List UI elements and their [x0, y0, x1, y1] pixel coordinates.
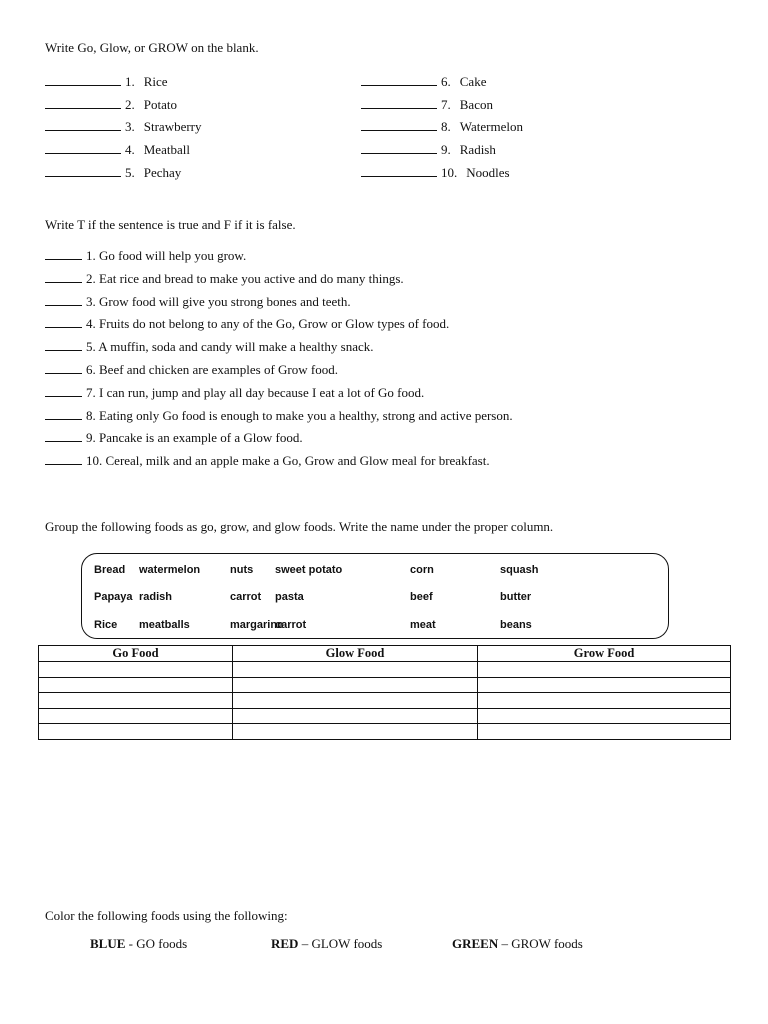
answer-blank[interactable] — [45, 270, 82, 283]
header-glow-food: Glow Food — [232, 646, 477, 662]
food-word: sweet potato — [275, 564, 343, 576]
section4-instruction: Color the following foods using the following: — [45, 908, 288, 923]
true-false-item — [45, 407, 513, 430]
section1-instruction: Write Go, Glow, or GROW on the blank. — [45, 40, 259, 55]
item-number: 4. — [125, 142, 135, 158]
answer-blank[interactable] — [45, 407, 82, 420]
item-food: Meatball — [143, 142, 190, 158]
answer-cell[interactable] — [478, 693, 731, 709]
answer-blank[interactable] — [361, 164, 437, 177]
answer-cell[interactable] — [478, 677, 731, 693]
answer-cell[interactable] — [232, 724, 477, 740]
answer-blank[interactable] — [45, 452, 82, 465]
blank-list-right — [361, 73, 523, 186]
item-food: Pechay — [143, 164, 182, 180]
legend-go — [90, 936, 187, 952]
item-food: Potato — [143, 96, 177, 112]
legend-glow-sep: – — [298, 936, 312, 951]
statement-text: 8. Eating only Go food is enough to make you a healthy, strong and active person. — [86, 407, 513, 423]
food-word: butter — [500, 591, 532, 603]
item-number: 1. — [125, 74, 135, 89]
food-word: radish — [139, 591, 173, 603]
legend-glow-label: GLOW foods — [311, 936, 383, 951]
true-false-item — [45, 247, 513, 270]
answer-cell[interactable] — [39, 708, 233, 724]
blank-item — [45, 73, 202, 96]
true-false-item — [45, 384, 513, 407]
answer-blank[interactable] — [45, 118, 121, 131]
blank-item — [361, 141, 523, 164]
item-number: 9. — [441, 142, 451, 158]
legend-grow-label: GROW foods — [511, 936, 583, 951]
answer-blank[interactable] — [45, 338, 82, 351]
table-header-row — [39, 646, 731, 662]
food-sort-table — [38, 645, 731, 740]
true-false-item — [45, 270, 513, 293]
answer-cell[interactable] — [478, 708, 731, 724]
section2-instruction: Write T if the sentence is true and F if it is false. — [45, 217, 296, 232]
food-word: pasta — [275, 591, 304, 603]
answer-blank[interactable] — [45, 384, 82, 397]
food-word: carrot — [230, 591, 262, 603]
food-word: meat — [410, 619, 436, 631]
true-false-list — [45, 247, 513, 475]
answer-blank[interactable] — [45, 164, 121, 177]
answer-cell[interactable] — [232, 693, 477, 709]
food-word: nuts — [230, 564, 254, 576]
true-false-item — [45, 429, 513, 452]
item-food: Bacon — [459, 96, 493, 112]
item-number: 7. — [441, 96, 451, 112]
answer-blank[interactable] — [45, 96, 121, 109]
item-number: 5. — [125, 164, 135, 180]
food-word: margarine — [230, 619, 284, 631]
table-row — [39, 677, 731, 693]
answer-blank[interactable] — [361, 141, 437, 154]
table-row — [39, 662, 731, 678]
statement-text: 10. Cereal, milk and an apple make a Go, Grow and Glow meal for breakfast. — [86, 453, 490, 469]
answer-cell[interactable] — [478, 724, 731, 740]
blank-item — [45, 164, 202, 187]
blank-item — [361, 118, 523, 141]
blank-item — [361, 73, 523, 96]
food-word: squash — [500, 564, 539, 576]
legend-grow — [452, 936, 583, 952]
answer-cell[interactable] — [232, 677, 477, 693]
legend-grow-color: GREEN — [452, 936, 499, 951]
true-false-item — [45, 315, 513, 338]
food-word: Bread — [94, 564, 126, 576]
answer-cell[interactable] — [39, 677, 233, 693]
true-false-item — [45, 452, 513, 475]
answer-blank[interactable] — [361, 73, 437, 86]
answer-cell[interactable] — [39, 693, 233, 709]
item-number: 2. — [125, 96, 135, 112]
statement-text: 6. Beef and chicken are examples of Grow food. — [86, 361, 338, 377]
true-false-item — [45, 338, 513, 361]
answer-cell[interactable] — [232, 662, 477, 678]
item-number: 8. — [441, 119, 451, 135]
food-word-box — [81, 553, 669, 639]
answer-blank[interactable] — [361, 96, 437, 109]
legend-go-color: BLUE — [90, 936, 126, 951]
blank-list-left — [45, 73, 202, 186]
header-grow-food: Grow Food — [478, 646, 731, 662]
food-word: beans — [500, 619, 532, 631]
food-word: Papaya — [94, 591, 133, 603]
answer-blank[interactable] — [45, 73, 121, 86]
food-word: corn — [410, 564, 434, 576]
legend-go-label: GO foods — [136, 936, 188, 951]
blank-item — [45, 118, 202, 141]
food-word: beef — [410, 591, 433, 603]
answer-cell[interactable] — [478, 662, 731, 678]
food-word: watermelon — [139, 564, 201, 576]
food-word: carrot — [275, 619, 307, 631]
item-food: Noodles — [466, 164, 510, 180]
statement-text: 7. I can run, jump and play all day because I eat a lot of Go food. — [86, 384, 425, 400]
statement-text: 3. Grow food will give you strong bones and teeth. — [86, 293, 351, 309]
answer-blank[interactable] — [45, 315, 82, 328]
true-false-item — [45, 361, 513, 384]
item-food: Strawberry — [143, 119, 202, 135]
food-word: Rice — [94, 619, 118, 631]
item-food: Rice — [143, 74, 168, 89]
item-number: 10. — [441, 164, 458, 180]
table-row — [39, 724, 731, 740]
blank-item — [361, 164, 523, 187]
statement-text: 2. Eat rice and bread to make you active and do many things. — [86, 270, 404, 286]
answer-blank[interactable] — [45, 247, 82, 260]
blank-item — [45, 96, 202, 119]
answer-cell[interactable] — [232, 708, 477, 724]
item-food: Watermelon — [459, 119, 523, 135]
item-food: Radish — [459, 142, 496, 158]
statement-text: 4. Fruits do not belong to any of the Go, Grow or Glow types of food. — [86, 316, 450, 332]
statement-text: 1. Go food will help you grow. — [86, 248, 247, 263]
blank-item — [45, 141, 202, 164]
section3-instruction: Group the following foods as go, grow, and glow foods. Write the name under the proper column. — [45, 519, 554, 534]
answer-blank[interactable] — [361, 118, 437, 131]
statement-text: 9. Pancake is an example of a Glow food. — [86, 430, 303, 446]
answer-blank[interactable] — [45, 141, 121, 154]
item-food: Cake — [459, 74, 487, 89]
answer-blank[interactable] — [45, 429, 82, 442]
item-number: 3. — [125, 119, 135, 135]
statement-text: 5. A muffin, soda and candy will make a healthy snack. — [86, 339, 374, 355]
answer-blank[interactable] — [45, 293, 82, 306]
legend-glow — [271, 936, 382, 952]
food-word: meatballs — [139, 619, 190, 631]
table-row — [39, 693, 731, 709]
answer-blank[interactable] — [45, 361, 82, 374]
legend-glow-color: RED — [271, 936, 299, 951]
header-go-food: Go Food — [39, 646, 233, 662]
answer-cell[interactable] — [39, 724, 233, 740]
table-row — [39, 708, 731, 724]
blank-item — [361, 96, 523, 119]
answer-cell[interactable] — [39, 662, 233, 678]
true-false-item — [45, 293, 513, 316]
item-number: 6. — [441, 74, 451, 89]
legend-grow-sep: – — [498, 936, 512, 951]
legend-go-sep: - — [125, 936, 137, 951]
